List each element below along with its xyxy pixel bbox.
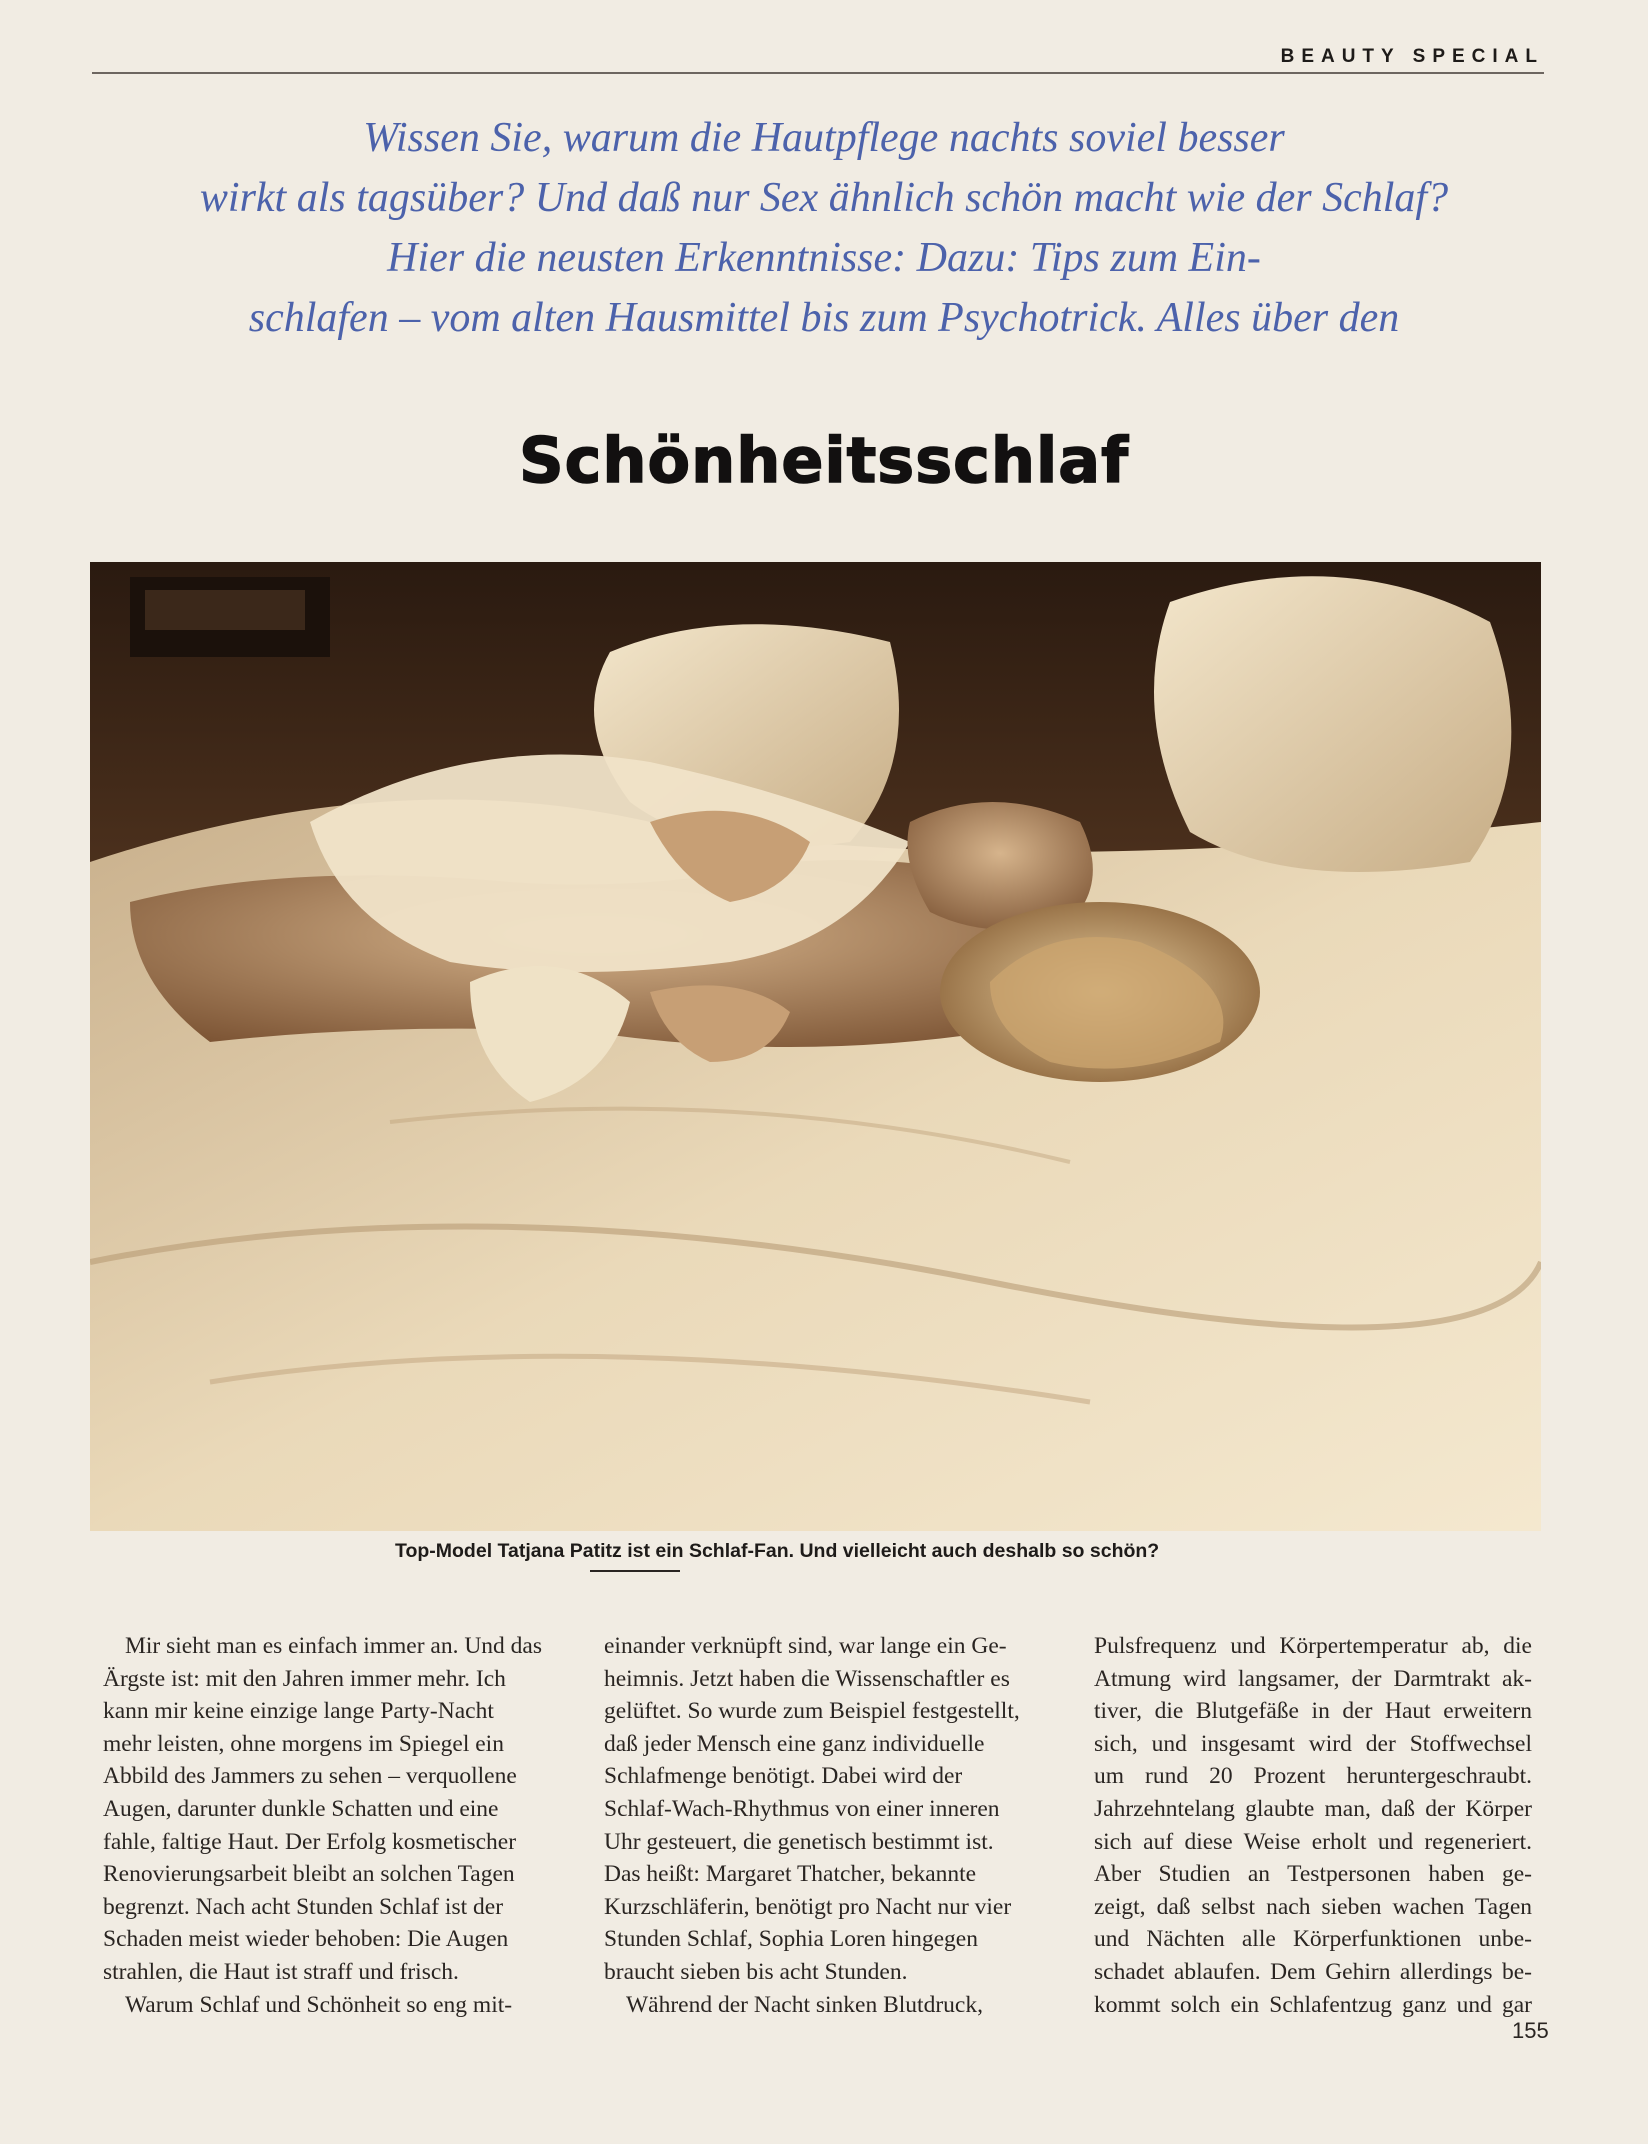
text-line: Das heißt: Margaret Thatcher, bekannte bbox=[604, 1861, 977, 1888]
text-line: Stunden Schlaf, Sophia Loren hingegen bbox=[604, 1926, 978, 1953]
text-line: Atmung wird langsamer, der Darmtrakt ak- bbox=[1094, 1665, 1532, 1692]
paragraph bbox=[103, 1630, 555, 1989]
paragraph bbox=[604, 1630, 1044, 1989]
text-line: Pulsfrequenz und Körpertemperatur ab, die bbox=[1094, 1633, 1532, 1659]
text-line: gelüftet. So wurde zum Beispiel festgestellt, bbox=[604, 1698, 1020, 1725]
text-line: Kurzschläferin, benötigt pro Nacht nur vier bbox=[604, 1893, 1012, 1920]
text-line: Ärgste ist: mit den Jahren immer mehr. Ich bbox=[103, 1665, 506, 1692]
text-line: strahlen, die Haut ist straff und frisch. bbox=[103, 1958, 459, 1985]
text-line: Augen, darunter dunkle Schatten und eine bbox=[103, 1795, 499, 1822]
text-line: Jahrzehntelang glaubte man, daß der Körper bbox=[1094, 1795, 1532, 1822]
section-label: BEAUTY SPECIAL bbox=[1280, 46, 1544, 67]
photo bbox=[90, 562, 1541, 1531]
text-line: schadet ablaufen. Dem Gehirn allerdings be- bbox=[1094, 1958, 1532, 1985]
text-line: daß jeder Mensch eine ganz individuelle bbox=[604, 1730, 985, 1757]
article-column-3 bbox=[1094, 1630, 1532, 2021]
paragraph bbox=[1094, 1630, 1532, 2021]
text-line: fahle, faltige Haut. Der Erfolg kosmetischer bbox=[103, 1828, 517, 1855]
intro-line: wirkt als tagsüber? Und daß nur Sex ähnlich schön macht wie der Schlaf? bbox=[199, 175, 1449, 221]
text-line: Schlafmenge benötigt. Dabei wird der bbox=[604, 1763, 963, 1790]
intro-text bbox=[70, 108, 1578, 348]
text-line: kann mir keine einzige lange Party-Nacht bbox=[103, 1698, 494, 1725]
article-column-2 bbox=[604, 1630, 1044, 2021]
intro-line: Wissen Sie, warum die Hautpflege nachts soviel besser bbox=[363, 115, 1285, 161]
text-line: kommt solch ein Schlafentzug ganz und gar bbox=[1094, 1991, 1532, 2018]
photo-caption: Top-Model Tatjana Patitz ist ein Schlaf-Fan. Und vielleicht auch deshalb so schön? bbox=[395, 1540, 1160, 1562]
paragraph bbox=[103, 1989, 555, 2022]
paragraph bbox=[604, 1989, 1044, 2022]
caption-rule bbox=[590, 1570, 680, 1572]
text-line: tiver, die Blutgefäße in der Haut erweitern bbox=[1094, 1698, 1532, 1725]
text-line: Schlaf-Wach-Rhythmus von einer inneren bbox=[604, 1795, 1000, 1822]
text-line: Abbild des Jammers zu sehen – verquollene bbox=[103, 1763, 517, 1790]
text-line: Schaden meist wieder behoben: Die Augen bbox=[103, 1926, 509, 1953]
text-line: mehr leisten, ohne morgens im Spiegel ein bbox=[103, 1730, 504, 1757]
text-line: sich, und insgesamt wird der Stoffwechsel bbox=[1094, 1730, 1532, 1757]
text-line: um rund 20 Prozent heruntergeschraubt. bbox=[1094, 1763, 1532, 1790]
text-line: begrenzt. Nach acht Stunden Schlaf ist der bbox=[103, 1893, 504, 1920]
top-rule bbox=[92, 72, 1544, 74]
headline: Schönheitsschlaf bbox=[518, 424, 1130, 497]
text-line: braucht sieben bis acht Stunden. bbox=[604, 1958, 908, 1985]
sleeping-model-photo bbox=[90, 562, 1541, 1531]
article-column-1 bbox=[103, 1630, 555, 2021]
text-line: heimnis. Jetzt haben die Wissenschaftler es bbox=[604, 1665, 1010, 1692]
text-line: Renovierungsarbeit bleibt an solchen Tagen bbox=[103, 1861, 515, 1888]
intro-line: Hier die neusten Erkenntnisse: Dazu: Tips zum Ein- bbox=[387, 235, 1261, 281]
text-line: und Nächten alle Körperfunktionen unbe- bbox=[1094, 1926, 1532, 1953]
intro-line: schlafen – vom alten Hausmittel bis zum Psychotrick. Alles über den bbox=[248, 295, 1400, 341]
text-line: Warum Schlaf und Schönheit so eng mit- bbox=[125, 1991, 513, 2018]
text-line: Während der Nacht sinken Blutdruck, bbox=[626, 1991, 983, 2018]
text-line: Uhr gesteuert, die genetisch bestimmt ist. bbox=[604, 1828, 994, 1855]
text-line: einander verknüpft sind, war lange ein Ge- bbox=[604, 1633, 1007, 1659]
text-line: Mir sieht man es einfach immer an. Und das bbox=[125, 1633, 543, 1659]
text-line: zeigt, daß selbst nach sieben wachen Tagen bbox=[1094, 1893, 1532, 1920]
text-line: sich auf diese Weise erholt und regeneriert. bbox=[1094, 1828, 1532, 1855]
text-line: Aber Studien an Testpersonen haben ge- bbox=[1094, 1861, 1532, 1888]
page-number: 155 bbox=[1512, 2018, 1549, 2043]
